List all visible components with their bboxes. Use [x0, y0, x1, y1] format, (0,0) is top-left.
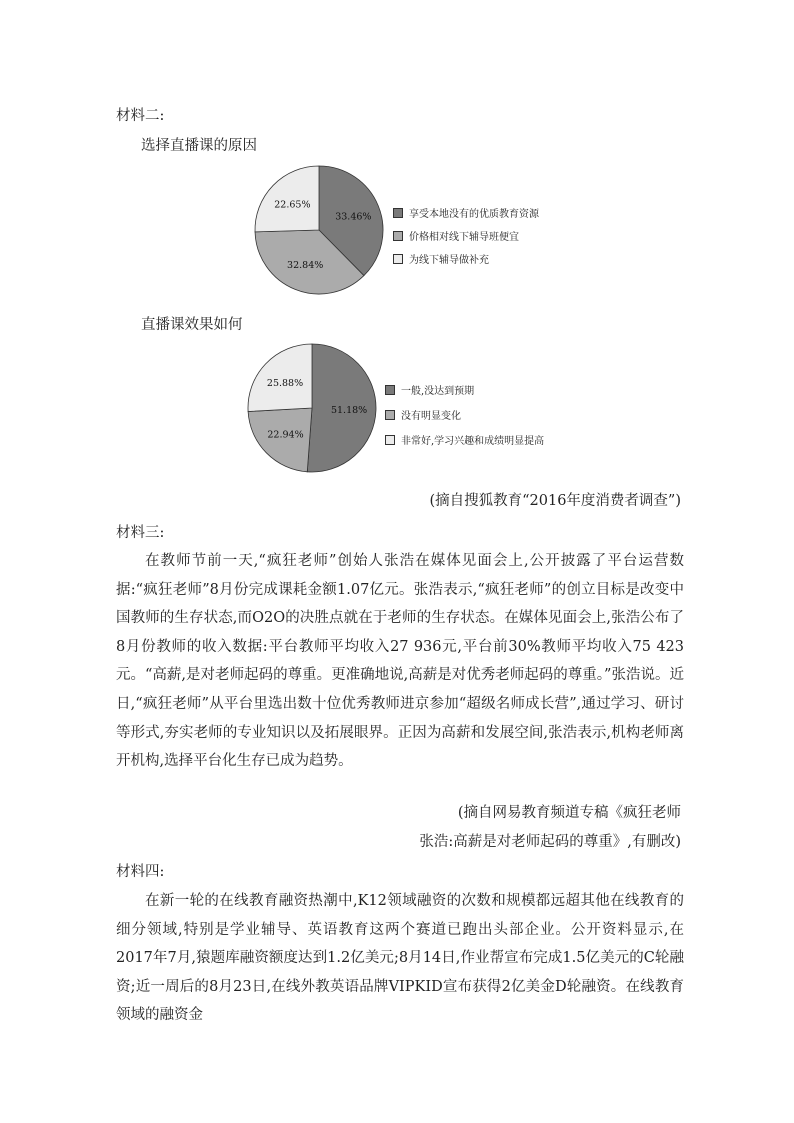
chart2-legend-item-1 — [385, 407, 461, 422]
chart2-slice-label-0: 51.18% — [330, 404, 368, 416]
section4-body — [116, 887, 684, 1030]
chart1-slice-label-0: 33.46% — [335, 211, 372, 223]
chart2-slice-label-1: 22.94% — [267, 429, 304, 441]
chart1-legend-swatch-2 — [393, 254, 403, 264]
chart2-legend-label-2: 非常好,学习兴趣和成绩明显提高 — [401, 436, 545, 447]
chart1-legend-label-2: 为线下辅导做补充 — [409, 255, 489, 266]
chart1-slice-label-2: 22.65% — [274, 199, 311, 211]
chart1-legend-label-0: 享受本地没有的优质教育资源 — [409, 209, 539, 220]
chart1-legend-item-2 — [393, 251, 489, 266]
chart2-legend-label-0: 一般,没达到预期 — [401, 386, 475, 397]
section3-body — [116, 547, 684, 776]
section2-source: (摘自搜狐教育“2016年度消费者调查”) — [429, 493, 681, 509]
chart2-legend-swatch-1 — [385, 410, 395, 420]
section3-heading: 材料三: — [116, 525, 165, 541]
section3-source-line2: 张浩:高薪是对老师起码的尊重》,有删改) — [419, 834, 681, 850]
chart1-legend-swatch-1 — [393, 231, 403, 241]
pie-chart-reasons — [0, 0, 794, 320]
chart1-slice-label-1: 32.84% — [287, 259, 324, 271]
section2-heading: 材料二: — [116, 108, 165, 124]
section3-source-line1: (摘自网易教育频道专稿《疯狂老师 — [457, 805, 681, 821]
chart2-legend-item-0 — [385, 382, 474, 397]
chart2-title: 直播课效果如何 — [141, 317, 243, 333]
section4-paragraph: 在新一轮的在线教育融资热潮中,K12领域融资的次数和规模都远超其他在线教育的细分领域,特别是学业辅导、英语教育这两个赛道已跑出头部企业。公开资料显示,在2017年7月,猿题库融资额度达到1.2亿美元;8月14日,作业帮宣布完成1.5亿美元的C轮融资;近一周后的8月23日,在线外教英语品牌VIPKID宣布获得2亿美金D轮融资。在线教育领域的融资金 — [116, 893, 684, 1024]
chart1-legend-swatch-0 — [393, 208, 403, 218]
chart1-legend-item-1 — [393, 228, 519, 243]
section3-paragraph: 在教师节前一天,“疯狂老师”创始人张浩在媒体见面会上,公开披露了平台运营数据:“疯狂老师”8月份完成课耗金额1.07亿元。张浩表示,“疯狂老师”的创立目标是改变中国教师的生存状态,而O2O的决胜点就在于老师的生存状态。在媒体见面会上,张浩公布了8月份教师的收入数据:平台教师平均收入27 936元,平台前30%教师平均收入75 423元。“高薪,是对老师起码的尊重。更准确地说,高薪是对优秀老师起码的尊重。”张浩说。近日,“疯狂老师”从平台里选出数十位优秀教师进京参加“超级名师成长营”,通过学习、研讨等形式,夯实老师的专业知识以及拓展眼界。正因为高薪和发展空间,张浩表示,机构老师离开机构,选择平台化生存已成为趋势。 — [116, 553, 684, 770]
pie-chart-effect — [0, 330, 794, 480]
chart1-legend-label-1: 价格相对线下辅导班便宜 — [409, 232, 519, 243]
chart2-slice-label-2: 25.88% — [266, 377, 304, 389]
chart1-title: 选择直播课的原因 — [141, 138, 257, 154]
chart2-legend-item-2 — [385, 432, 544, 447]
chart1-legend-item-0 — [393, 205, 539, 220]
chart2-legend-label-1: 没有明显变化 — [401, 411, 461, 422]
section4-heading: 材料四: — [116, 864, 165, 880]
chart2-legend-swatch-0 — [385, 385, 395, 395]
chart2-legend-swatch-2 — [385, 435, 395, 445]
